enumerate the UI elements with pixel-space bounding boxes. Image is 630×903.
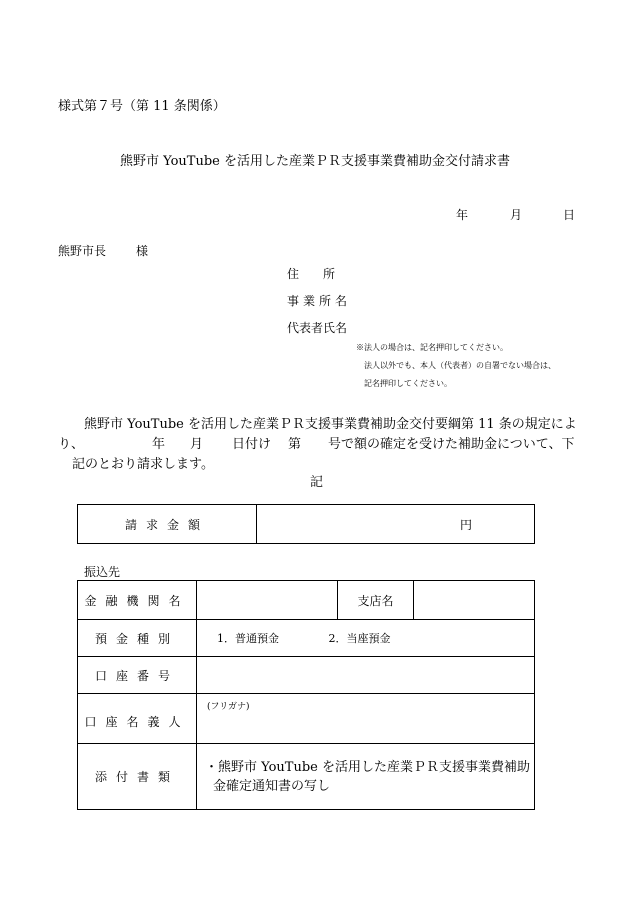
account-number-label: 口座番号: [78, 657, 197, 694]
addressee-honorific: 様: [136, 244, 149, 258]
body-line-2-month: 月: [190, 437, 204, 452]
account-holder-field[interactable]: [197, 694, 535, 744]
attachment-line-2: 金確定通知書の写し: [213, 778, 331, 794]
deposit-option-ordinary[interactable]: 1．普通預金: [217, 632, 279, 645]
branch-field[interactable]: [414, 581, 535, 620]
note-line-3: 記名押印してください。: [364, 379, 452, 388]
date-year: 年: [456, 208, 469, 222]
attachment-field: [197, 744, 535, 810]
body-line-2-no: 第: [288, 437, 302, 452]
furigana-label: (フリガナ): [207, 702, 250, 712]
body-line-3: 記のとおり請求します。: [72, 457, 214, 472]
account-holder-label: 口座名義人: [78, 694, 197, 744]
amount-unit: 円: [459, 517, 472, 532]
address-label: 住 所: [287, 267, 336, 281]
amount-table: [77, 504, 535, 544]
deposit-type-field[interactable]: [197, 620, 535, 657]
account-number-field[interactable]: [197, 657, 535, 694]
attachment-label: 添付書類: [78, 744, 197, 810]
amount-label: 請求金額: [78, 505, 257, 544]
date-month: 月: [510, 208, 523, 222]
bank-name-field[interactable]: [197, 581, 338, 620]
deposit-option-checking[interactable]: 2．当座預金: [328, 632, 391, 645]
addressee-name: 熊野市長: [58, 244, 107, 258]
body-line-1: 熊野市 YouTube を活用した産業ＰＲ支援事業費補助金交付要綱第 11 条の規定によ: [84, 417, 577, 432]
bank-table: [77, 580, 535, 810]
transfer-destination-label: 振込先: [84, 565, 121, 579]
representative-label: 代表者氏名: [287, 321, 348, 335]
attachment-line-1: ・熊野市 YouTube を活用した産業ＰＲ支援事業費補助: [205, 759, 530, 775]
date-day: 日: [563, 208, 576, 222]
body-line-2-year: 年: [152, 437, 166, 452]
body-line-2-day: 日付け: [232, 437, 272, 452]
body-line-2-start: り、: [58, 437, 85, 452]
business-name-label: 事業所名: [287, 294, 352, 308]
amount-field[interactable]: [257, 505, 535, 544]
branch-label: 支店名: [338, 581, 414, 620]
note-line-2: 法人以外でも、本人（代表者）の自署でない場合は、: [364, 361, 556, 370]
page-title: 熊野市 YouTube を活用した産業ＰＲ支援事業費補助金交付請求書: [120, 154, 510, 169]
form-number: 様式第７号（第 11 条関係）: [58, 99, 226, 114]
deposit-type-label: 預金種別: [78, 620, 197, 657]
bank-name-label: 金融機関名: [78, 581, 197, 620]
ki-mark: 記: [310, 475, 324, 490]
body-line-2-rest: 号で額の確定を受けた補助金について、下: [328, 437, 575, 452]
note-line-1: ※法人の場合は、記名押印してください。: [356, 343, 508, 352]
